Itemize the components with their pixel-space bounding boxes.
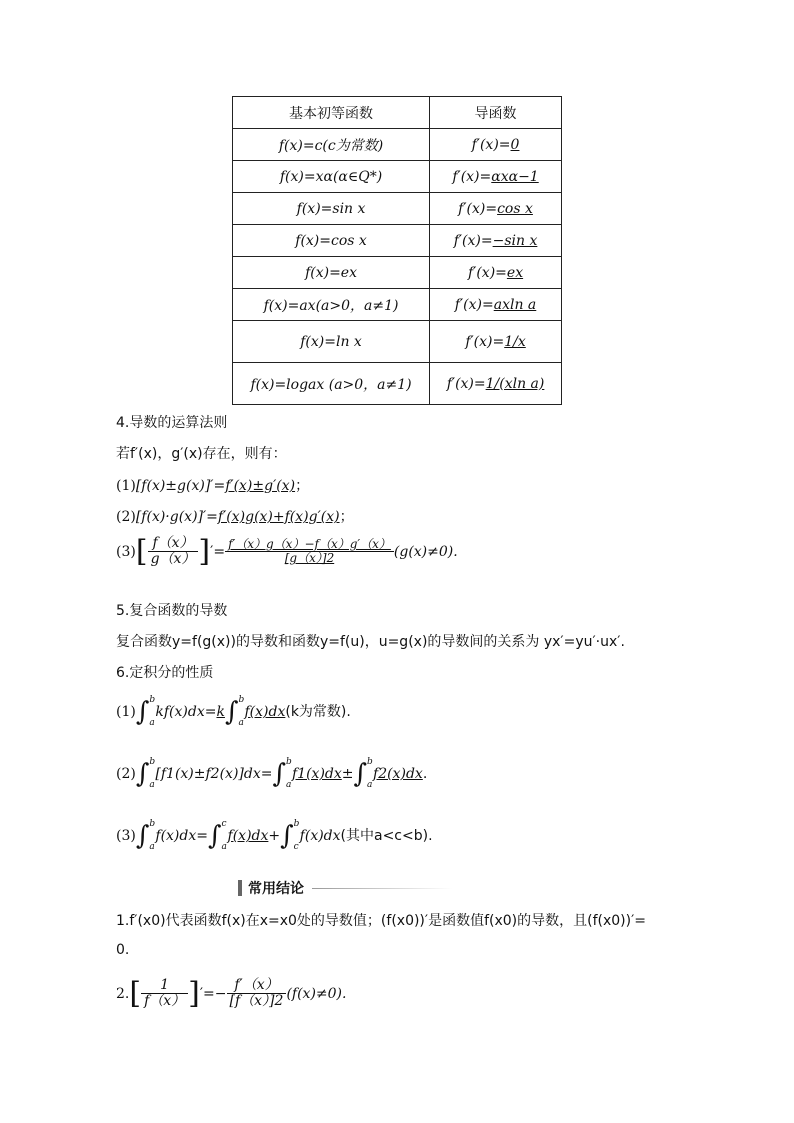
derivative-answer: 1/x	[504, 333, 526, 350]
left-bracket: [	[135, 533, 148, 569]
section-4-title: 4.导数的运算法则	[116, 415, 228, 431]
rule-equals: ′=	[210, 543, 226, 560]
table-cell-function: f(x)=logax (a>0，a≠1)	[233, 363, 430, 405]
prop-end: (k为常数).	[285, 704, 351, 720]
fraction-denominator: [f（x）]2	[229, 993, 284, 1010]
rule-answer: f′(x)±g′(x)	[225, 478, 296, 494]
integral-limits: b a	[149, 757, 156, 790]
derivative-answer: 0	[510, 136, 520, 153]
section-6-title: 6.定积分的性质	[116, 665, 214, 681]
fraction-numerator: f（x）	[148, 536, 199, 552]
integral-limits: b c	[293, 819, 300, 852]
table-cell-derivative	[430, 129, 562, 161]
derivative-prefix: f′(x)=	[465, 333, 505, 350]
conclusion-rhs-fraction	[227, 978, 287, 1010]
derivative-answer: ex	[506, 264, 524, 281]
prop-answer: f1(x)dx	[292, 766, 342, 782]
table-cell-function: f(x)=ex	[233, 257, 430, 289]
rule-quotient	[116, 533, 458, 569]
table-row	[233, 129, 562, 161]
conclusion-equals: ′=−	[199, 985, 227, 1002]
fraction-numerator: f′（x）	[227, 978, 287, 994]
prop-lhs: f(x)dx=	[155, 828, 208, 844]
table-header-derivative: 导函数	[430, 97, 562, 129]
rule-lhs: [f(x)±g(x)]′=	[135, 478, 226, 494]
derivative-answer: αxα−1	[491, 168, 539, 185]
integral-limits: b a	[367, 757, 373, 790]
rule-end: ；	[339, 509, 354, 525]
derivative-prefix: f′(x)=	[471, 136, 511, 153]
prop-answer: f(x)dx	[227, 828, 269, 844]
integral-sign-icon: ∫	[224, 697, 239, 727]
integral-limits: c a	[221, 819, 227, 852]
prop-label: (3)	[116, 828, 136, 844]
fraction-denominator: [g（x）]2	[284, 551, 335, 566]
prop-end: .	[422, 766, 428, 782]
integral-sign-icon: ∫	[135, 821, 150, 851]
heading-title: 常用结论	[248, 881, 304, 897]
integral-sign-icon: ∫	[135, 759, 150, 789]
prop-operator: +	[268, 828, 281, 844]
derivative-prefix: f′(x)=	[467, 264, 507, 281]
conclusion-1-line-2: 0.	[116, 942, 130, 958]
conclusion-condition: (f(x)≠0).	[286, 985, 347, 1002]
integral-prop-3	[116, 820, 433, 852]
table-cell-function: f(x)=xα(α∈Q*)	[233, 161, 430, 193]
table-cell-derivative	[430, 321, 562, 363]
derivative-prefix: f′(x)=	[446, 375, 486, 392]
fraction-denominator: g（x）	[150, 551, 196, 568]
rule-sum	[116, 475, 309, 495]
rule-label: (1)	[116, 478, 136, 494]
integral-sign-icon: ∫	[135, 697, 150, 727]
prop-answer: k	[216, 704, 225, 720]
derivative-answer: axln a	[493, 296, 537, 313]
integral-limits: b a	[149, 819, 156, 852]
table-header-function: 基本初等函数	[233, 97, 430, 129]
derivative-answer: 1/(xln a)	[485, 375, 545, 392]
rule-answer: f′(x)g(x)+f(x)g′(x)	[217, 509, 340, 525]
quotient-lhs-fraction	[148, 536, 199, 568]
table-header-row	[233, 97, 562, 129]
prop-label: (2)	[116, 766, 136, 782]
fraction-denominator: f（x）	[144, 993, 186, 1010]
table-cell-derivative	[430, 193, 562, 225]
table-cell-function: f(x)=cos x	[233, 225, 430, 257]
derivative-answer: cos x	[497, 200, 533, 217]
integral-limits: b a	[149, 695, 156, 728]
table-cell-function: f(x)=c(c为常数)	[233, 129, 430, 161]
table-row	[233, 257, 562, 289]
rule-end: ；	[295, 478, 310, 494]
prop-lhs: kf(x)dx=	[155, 704, 217, 720]
table-cell-function: f(x)=ax(a>0，a≠1)	[233, 289, 430, 321]
left-bracket: [	[129, 975, 142, 1011]
conclusion-1-line-1: 1.f′(x0)代表函数f(x)在x=x0处的导数值；(f(x0))′是函数值f(x0)的导数，且(f(x0))′=	[116, 913, 646, 929]
section-5-title: 5.复合函数的导数	[116, 603, 228, 619]
table-row	[233, 193, 562, 225]
fraction-numerator: f′（x）g（x）−f（x）g′（x）	[225, 538, 394, 552]
integral-sign-icon: ∫	[280, 821, 294, 851]
prop-end: (其中a<c<b).	[340, 828, 433, 844]
table-cell-derivative	[430, 225, 562, 257]
integral-prop-2	[116, 758, 427, 790]
table-row	[233, 225, 562, 257]
derivative-prefix: f′(x)=	[452, 168, 492, 185]
derivative-prefix: f′(x)=	[454, 296, 494, 313]
section-4-intro: 若f′(x)，g′(x)存在，则有：	[116, 446, 287, 462]
rule-product	[116, 506, 354, 526]
table-cell-derivative	[430, 257, 562, 289]
integral-sign-icon: ∫	[207, 821, 222, 851]
table-row	[233, 161, 562, 193]
section-5-text: 复合函数y=f(g(x))的导数和函数y=f(u)，u=g(x)的导数间的关系为 yx′=yu′·ux′.	[116, 634, 625, 650]
integral-limits: b a	[238, 695, 245, 728]
table-cell-derivative	[430, 289, 562, 321]
rule-label: (2)	[116, 509, 136, 525]
table-row	[233, 289, 562, 321]
derivative-prefix: f′(x)=	[458, 200, 498, 217]
conclusion-label: 2.	[116, 985, 130, 1002]
derivative-answer: −sin x	[492, 232, 538, 249]
right-bracket: ]	[188, 975, 200, 1011]
table-row	[233, 321, 562, 363]
prop-label: (1)	[116, 704, 136, 720]
rule-condition: (g(x)≠0).	[393, 543, 458, 560]
rule-lhs: [f(x)·g(x)]′=	[135, 509, 218, 525]
heading-rule	[312, 888, 452, 889]
heading-bar-icon	[238, 880, 242, 896]
common-conclusions-heading	[238, 878, 452, 898]
integral-sign-icon: ∫	[353, 759, 368, 789]
prop-operator: ±	[341, 766, 354, 782]
right-bracket: ]	[198, 533, 211, 569]
conclusion-lhs-fraction	[141, 978, 188, 1010]
conclusion-2	[116, 975, 347, 1011]
table-cell-derivative	[430, 161, 562, 193]
prop-term: f(x)dx	[299, 828, 341, 844]
derivative-table	[232, 96, 562, 405]
prop-answer: f2(x)dx	[373, 766, 423, 782]
integral-prop-1	[116, 696, 351, 728]
derivative-prefix: f′(x)=	[453, 232, 493, 249]
fraction-numerator: 1	[141, 978, 188, 994]
table-cell-function: f(x)=ln x	[233, 321, 430, 363]
table-cell-derivative	[430, 363, 562, 405]
prop-lhs: [f1(x)±f2(x)]dx=	[155, 766, 273, 782]
rule-label: (3)	[116, 543, 136, 560]
table-row	[233, 363, 562, 405]
quotient-rhs-fraction	[225, 538, 394, 565]
prop-answer: f(x)dx	[244, 704, 286, 720]
integral-sign-icon: ∫	[272, 759, 286, 789]
table-cell-function: f(x)=sin x	[233, 193, 430, 225]
integral-limits: b a	[286, 757, 292, 790]
